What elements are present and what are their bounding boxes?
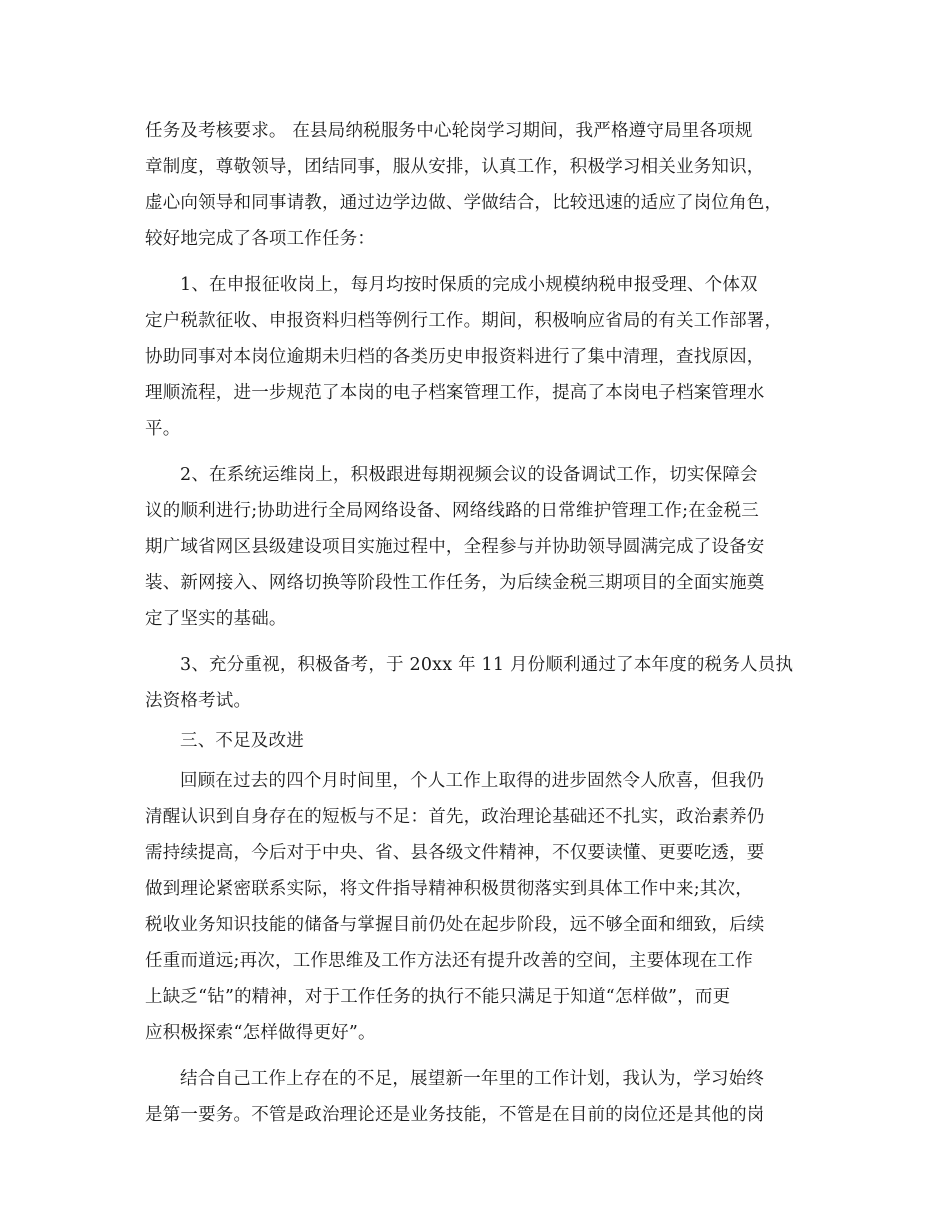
text-line: 是第一要务。不管是政治理论还是业务技能，不管是在目前的岗位还是其他的岗 <box>145 1105 765 1125</box>
text-line: 任重而道远;再次，工作思维及工作方法还有提升改善的空间，主要体现在工作 <box>145 951 753 971</box>
text-line: 平。 <box>145 419 181 439</box>
paragraph-first-line: 1、在申报征收岗上，每月均按时保质的完成小规模纳税申报受理、个体双 <box>180 275 758 295</box>
text-line: 做到理论紧密联系实际，将文件指导精神积极贯彻落实到具体工作中来;其次， <box>145 879 753 899</box>
text-line: 协助同事对本岗位逾期未归档的各类历史申报资料进行了集中清理，查找原因， <box>145 347 765 367</box>
text-line: 清醒认识到自身存在的短板与不足：首先，政治理论基础还不扎实，政治素养仍 <box>145 807 765 827</box>
text-line: 装、新网接入、网络切换等阶段性工作任务，为后续金税三期项目的全面实施奠 <box>145 573 765 593</box>
paragraph-first-line: 2、在系统运维岗上，积极跟进每期视频会议的设备调试工作，切实保障会 <box>180 465 758 485</box>
document-body <box>145 113 810 1133</box>
paragraph-first-line: 3、充分重视，积极备考，于 20xx 年 11 月份顺利通过了本年度的税务人员执 <box>180 655 794 675</box>
text-line: 议的顺利进行;协助进行全局网络设备、网络线路的日常维护管理工作;在金税三 <box>145 501 759 521</box>
text-line: 上缺乏“钻”的精神，对于工作任务的执行不能只满足于知道“怎样做”，而更 <box>145 987 731 1007</box>
text-line: 需持续提高，今后对于中央、省、县各级文件精神，不仅要读懂、更要吃透，要 <box>145 843 765 863</box>
text-line: 定户税款征收、申报资料归档等例行工作。期间，积极响应省局的有关工作部署， <box>145 311 783 331</box>
text-line: 法资格考试。 <box>145 691 252 711</box>
text-line: 虚心向领导和同事请教，通过边学边做、学做结合，比较迅速的适应了岗位角色， <box>145 193 783 213</box>
paragraph-first-line: 回顾在过去的四个月时间里，个人工作上取得的进步固然令人欣喜，但我仍 <box>180 771 765 791</box>
text-line: 期广域省网区县级建设项目实施过程中，全程参与并协助领导圆满完成了设备安 <box>145 537 765 557</box>
text-line: 税收业务知识技能的储备与掌握目前仍处在起步阶段，远不够全面和细致，后续 <box>145 915 765 935</box>
text-line: 任务及考核要求。 在县局纳税服务中心轮岗学习期间，我严格遵守局里各项规 <box>145 121 753 141</box>
text-line: 理顺流程，进一步规范了本岗的电子档案管理工作，提高了本岗电子档案管理水 <box>145 383 765 403</box>
text-line: 章制度，尊敬领导，团结同事，服从安排，认真工作，积极学习相关业务知识， <box>145 157 765 177</box>
text-line: 较好地完成了各项工作任务： <box>145 229 376 249</box>
text-line: 定了坚实的基础。 <box>145 609 287 629</box>
section-heading: 三、不足及改进 <box>180 731 304 751</box>
paragraph-first-line: 结合自己工作上存在的不足，展望新一年里的工作计划，我认为，学习始终 <box>180 1069 765 1089</box>
text-line: 应积极探索“怎样做得更好”。 <box>145 1023 376 1043</box>
